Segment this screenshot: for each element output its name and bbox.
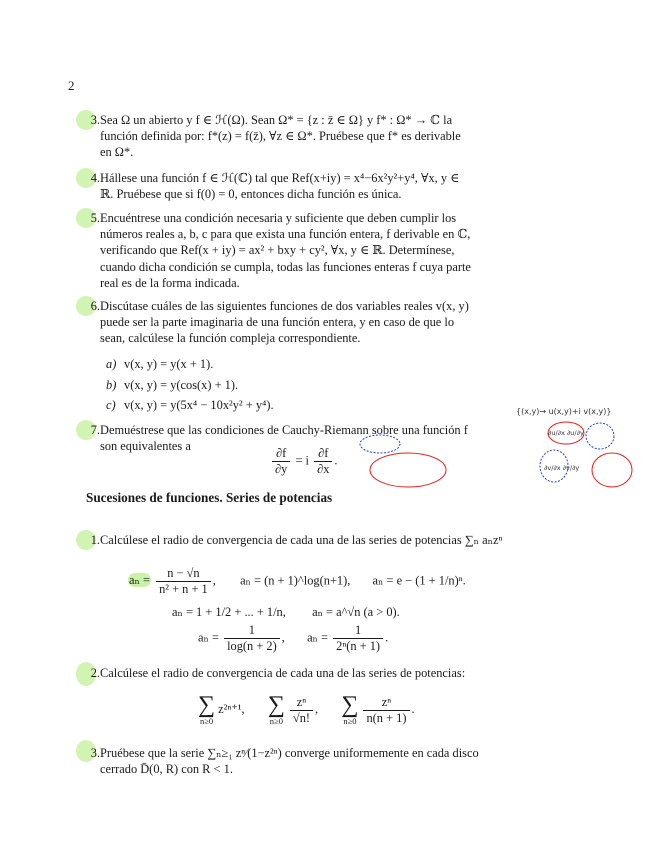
handwritten-ellipses: [355, 430, 450, 492]
exercise-6: [78, 298, 508, 347]
exercise-number: 2.: [90, 666, 100, 680]
exercise-series-1: 1. Calcúlese el radio de convergencia de cada una de las series de potencias ∑ₙ aₙzⁿ: [78, 532, 528, 548]
svg-text:∂v/∂x ∂v/∂y: ∂v/∂x ∂v/∂y: [544, 464, 580, 472]
exercise-series-2: 2. Calcúlese el radio de convergencia de cada una de las series de potencias:: [78, 665, 528, 681]
exercise-3: [78, 112, 508, 161]
exercise-4: [78, 170, 508, 202]
formula-row-2: aₙ = 1 + 1/2 + ... + 1/n, aₙ = a^√n (a > 0).: [172, 605, 400, 619]
exercise-line: verificando que Ref(x + iy) = ax² + bxy + cy², ∀x, y ∈ ℝ. Determínese,: [100, 243, 455, 258]
subitem-a: a) v(x, y) = y(x + 1).: [106, 357, 214, 371]
page-number: 2: [68, 78, 75, 93]
exercise-line: Encuéntrese una condición necesaria y suficiente que deben cumplir los: [100, 211, 457, 225]
formula-row-3: aₙ = $\frac{1}{\log(n + 2)}$ , aₙ = $\frac{1}{\text{2ⁿ(n + 1)}}$ .: [198, 623, 389, 653]
exercise-line: Sea Ω un abierto y f ∈ ℋ(Ω). Sean Ω* = {z : z̄ ∈ Ω} y f* : Ω* → ℂ la: [100, 113, 453, 127]
svg-text:{(x,y)→ u(x,y)+i v(x,y)}: {(x,y)→ u(x,y)+i v(x,y)}: [516, 407, 612, 416]
exercise-line: puede ser la parte imaginaria de una función entera, y en caso de que lo: [100, 315, 455, 330]
exercise-number: 6.: [90, 299, 100, 313]
exercise-line: real es de la forma indicada.: [100, 275, 240, 290]
exercise-line: son equivalentes a: [100, 439, 191, 454]
exercise-number: 7.: [90, 423, 100, 437]
exercise-line: Hállese una función f ∈ ℋ(ℂ) tal que Ref(x+iy) = x⁴−6x²y²+y⁴, ∀x, y ∈: [100, 171, 460, 185]
formula-row-1: aₙ = $\frac{n - √n}{\text{n² + n + 1}}$ , aₙ = (n + 1)^log(n+1), aₙ = e − (1 + 1/n)ⁿ.: [129, 566, 466, 596]
subitem-list: [106, 354, 274, 416]
handwritten-note: [500, 400, 640, 495]
exercise-line: números reales a, b, c para que exista una función entera, f derivable en ℂ,: [100, 227, 471, 242]
subitem-c: c) v(x, y) = y(5x⁴ − 10x²y² + y⁴).: [106, 398, 274, 412]
exercise-line: cerrado D̄(0, R) con R < 1.: [100, 762, 233, 777]
exercise-number: 4.: [90, 171, 100, 185]
section-title: Sucesiones de funciones. Series de potencias: [86, 490, 333, 505]
exercise-line: Demuéstrese que las condiciones de Cauchy-Riemann sobre una función f: [100, 423, 468, 437]
exercise-line: Discútase cuáles de las siguientes funciones de dos variables reales v(x, y): [100, 299, 469, 313]
exercise-line: sean, calcúlese la función compleja correspondiente.: [100, 331, 361, 346]
exercise-5: [78, 210, 508, 291]
exercise-number: 1.: [90, 533, 100, 547]
exercise-line: función definida por: f*(z) = f(z̄), ∀z ∈ Ω*. Pruébese que f* es derivable: [100, 129, 461, 144]
exercise-number: 3.: [90, 746, 100, 760]
exercise-line: cuando dicha condición se cumpla, todas las funciones enteras f cuya parte: [100, 259, 471, 274]
cauchy-riemann-formula: $\frac{\partial f}{\partial y}$ = i $\frac{\partial f}{\partial x}$ .: [270, 446, 338, 477]
series-formulas: ∑ n≥0 z²ⁿ⁺¹, ∑ n≥0 $\frac{\text{zⁿ}}{√n!}$ , ∑ n≥0 $\frac{\text{zⁿ}}{n(n + 1)}$ .: [198, 692, 415, 726]
exercise-number: 3.: [90, 113, 100, 127]
subitem-b: b) v(x, y) = y(cos(x) + 1).: [106, 377, 239, 392]
exercise-line: en Ω*.: [100, 145, 134, 160]
exercise-line: Pruébese que la serie ∑ₙ≥₁ zⁿ⁄(1−z²ⁿ) converge uniformemente en cada disco: [100, 746, 479, 760]
svg-text:∂u/∂x ∂u/∂y: ∂u/∂x ∂u/∂y: [548, 429, 584, 437]
exercise-series-3: [78, 745, 508, 777]
exercise-number: 5.: [90, 211, 100, 225]
exercise-line: ℝ. Pruébese que si f(0) = 0, entonces dicha función es única.: [100, 187, 402, 202]
